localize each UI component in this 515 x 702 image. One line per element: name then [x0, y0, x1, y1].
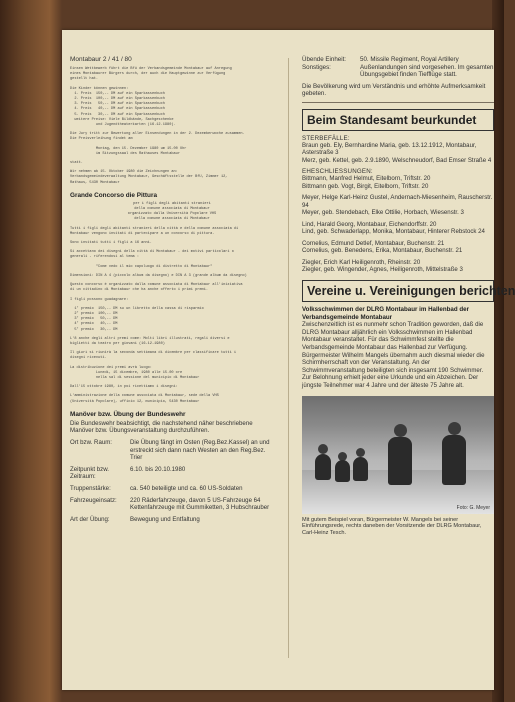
- manoever-extra-row-label: Übende Einheit:: [302, 56, 347, 63]
- manoever-row-value: ca. 540 beteiligte und ca. 60 US-Soldaten: [130, 484, 243, 492]
- plea-text: Die Bevölkerung wird um Verständnis und erhöhte Aufmerksamkeit gebeten.: [302, 82, 486, 98]
- mayor-head: [394, 424, 407, 437]
- notice-line: 2. Preis 100,-- DM auf ein Sparkassenbuch: [70, 97, 165, 102]
- sterbefall-entry: Braun geb. Ely, Bernhardine Maria, geb. 13.12.1912, Montabaur, Asterstraße 3: [302, 141, 477, 157]
- italian-contest-subtitle: [70, 202, 274, 223]
- manoever-details: [70, 439, 274, 523]
- eheschliessung-entry: Bittmann geb. Vogt, Birgit, Eitelborn, Triftstr. 20: [302, 182, 429, 190]
- notice-line: Montag, den 15. Dezember 1980 um 15.00 Uhr: [70, 146, 187, 151]
- manoever-row: [70, 497, 274, 512]
- notice-line: Wir nehmen ab 15. Oktober 1980 die Zeichnungen an:: [70, 170, 178, 175]
- eheschliessung-entry: Ziegler, Erich Karl Heiligenroth, Rheinstr. 20: [302, 258, 421, 266]
- italian-line: Dimensioni: DIN A 4 (piccolo album da disegno) e DIN A 3 (grande album da disegno): [70, 273, 247, 278]
- swimming-pool-photo: [302, 396, 494, 514]
- notice-line: gestellt hat.: [70, 77, 99, 82]
- eheschliessung-entry: Cornelius, geb. Benedens, Erika, Montabaur, Buchenstr. 21: [302, 247, 463, 255]
- manoever-row-value: 6.10. bis 20.10.1980: [130, 465, 186, 473]
- child-figure: [315, 454, 331, 480]
- italian-line: Il giurì si riunirà la seconda settimana di dicembre per classificare tutti i: [70, 351, 237, 356]
- italian-line: disegni ricevuti.: [70, 356, 107, 361]
- sterbefall-entry: Merz, geb. Kettel, geb. 2.9.1890, Welschneudorf, Bad Emser Straße 4: [302, 156, 492, 164]
- eheschliessung-entry: Lind, Harald Georg, Montabaur, Eichendorffstr. 20: [302, 220, 437, 228]
- standesamt-heading: Beim Standesamt beurkundet: [302, 109, 494, 131]
- notice-line: Einsen Wettbewerb führt die Bfü der Verbandsgemeinde Montabaur auf Anregung: [70, 67, 232, 71]
- manoever-row-value: Die Übung fängt im Osten (Reg.Bez.Kassel) an und erstreckt sich dann nach Westen an den Reg.Bez. Trier: [130, 438, 270, 462]
- italian-line: 4° premio 40,-- DM: [70, 322, 118, 327]
- italian-line: Tutti i figli degli abitanti stranieri della città e della comune associata di: [70, 226, 239, 231]
- italian-line: di un cittadino di Montabaur che ha anche offerto i primi premi.: [70, 288, 209, 293]
- italian-line: biglietti da teatro per giovani (16-12-1980): [70, 341, 165, 346]
- italian-contest-body: [70, 227, 274, 405]
- eheschliessung-entry: Cornelius, Edmund Detlef, Montabaur, Buchenstr. 21: [302, 239, 445, 247]
- manoever-row: [70, 485, 274, 493]
- notice-line: eines Montabaurer Bürgers durch, der auch die Hauptgewinne zur Verfügung: [70, 72, 226, 77]
- italian-line: Questo concorso è organizzato dalla comune associata di Montabaur all'iniziativa: [70, 283, 243, 288]
- mayor-figure: [388, 437, 412, 485]
- manoever-row-label: Zeitpunkt bzw. Zeitraum:: [70, 465, 109, 481]
- italian-line: 1° premio 150,-- DM su un libretto della cassa di risparmio: [70, 306, 204, 311]
- manoever-intro: Die Bundeswehr beabsichtigt, die nachstehend näher beschriebene Manöver bzw. Übungsveranstaltung durchzuführen.: [70, 419, 253, 435]
- italian-line: 5° premio 30,-- DM: [70, 327, 118, 332]
- italian-subtitle-line: della comune associata di Montabaur: [134, 217, 210, 222]
- italian-line: 3° premio 50,-- DM: [70, 317, 118, 322]
- left-column: [70, 56, 274, 523]
- manoever-extra-details: [302, 56, 494, 79]
- sterbefaelle-list: [302, 142, 494, 165]
- italian-line: Sono invitati tutti i figli a 16 anni.: [70, 241, 152, 246]
- notice-line: Die Kinder können gewinnen:: [70, 86, 129, 91]
- photo-credit: Foto: G. Meyer: [456, 504, 490, 511]
- notice-line: 1. Preis 150,-- DM auf ein Sparkassenbuch: [70, 91, 165, 96]
- book-binding: [0, 0, 62, 702]
- child-figure: [335, 460, 350, 482]
- italian-line: L'8 anche degli altri premi come: Molti libri illustrati, regali diversi e: [70, 336, 230, 341]
- notice-line: statt.: [70, 161, 83, 166]
- italian-line: (Università Popolare), ufficio 12, municipio, 5430 Montabaur: [70, 399, 200, 404]
- italian-line: La distribuzione dei premi avrà luogo:: [70, 365, 152, 370]
- italian-line: Dall'15 ottobre 1980, in poi ricettiamo i disegni:: [70, 385, 178, 390]
- notice-line: 4. Preis 40,-- DM auf ein Sparkassenbuch: [70, 107, 165, 112]
- italian-line: 2° premio 100,-- DM: [70, 311, 118, 316]
- eheschliessung-entry: Bittmann, Manfred Helmut, Eitelborn, Triftstr. 20: [302, 175, 431, 183]
- photo-caption: Mit gutem Beispiel voran, Bürgermeister W. Mangels bei seiner Einführungsrede, rechts daneben der Vorsitzende der DLRG Montabaur, Carl-Heinz Tesch.: [302, 516, 482, 537]
- italian-line: "Come vedo il mio capoluogo di distretto di Montabaur": [70, 264, 213, 269]
- vereine-heading: Vereine u. Vereinigungen berichten: [302, 280, 494, 302]
- child-head: [318, 444, 328, 454]
- eheschliessungen-list: [302, 175, 494, 274]
- notice-line: 3. Preis 50,-- DM auf ein Sparkassenbuch: [70, 102, 165, 107]
- notice-line: Die Jury tritt zur Bewertung aller Einsendungen in der 2. Dezemberwoche zusammen.: [70, 132, 245, 137]
- eheschliessung-entry: Meyer, geb. Stendebach, Elke Ottilie, Horbach, Wiesenstr. 3: [302, 209, 464, 217]
- italian-line: generali - riferendosi al tema :: [70, 255, 140, 260]
- notice-line: weitere Preise: Viele Bildbände, Sachgeschenke: [70, 117, 174, 122]
- eheschliessungen-heading: EHESCHLIESSUNGEN:: [302, 168, 373, 176]
- italian-line: I figli possono guadagnare:: [70, 297, 129, 302]
- manoever-extra-row-value: Außenlandungen sind vorgesehen. Im gesamten Übungsgebiet finden Tiefflüge statt.: [360, 63, 494, 79]
- article-headline: Volksschwimmen der DLRG Montabaur im Hallenbad der Verbandsgemeinde Montabaur: [302, 305, 469, 321]
- manoever-row-label: Fahrzeugeinsatz:: [70, 496, 117, 504]
- italian-line: nella sal di sessione del municipio di Montabaur: [70, 375, 200, 380]
- notice-line: Verbandsgemeindeverwaltung Montabaur, Geschäftsstelle der BfU, Zimmer 12,: [70, 175, 228, 180]
- child-head: [356, 448, 365, 457]
- notice-line: Die Preisverleihung findet am: [70, 137, 133, 142]
- manoever-title: Manöver bzw. Übung der Bundeswehr: [70, 410, 186, 418]
- manoever-extra-row: [302, 56, 494, 64]
- manoever-row-value: Bewegung und Entfaltung: [130, 515, 200, 523]
- manoever-row: [70, 466, 274, 481]
- section-rule: [302, 102, 494, 103]
- italian-contest-title: Grande Concorso die Pittura: [70, 191, 157, 199]
- italian-line: Lunedì, 15 dicembre, 1980 alle 15.00 ore: [70, 370, 183, 375]
- italian-line: L'amministrazione della comune associata di Montabaur, sede della VHS: [70, 394, 219, 399]
- notice-line: Rathaus, 5430 Montabaur: [70, 180, 120, 185]
- column-divider: [288, 58, 289, 658]
- manoever-row-label: Truppenstärke:: [70, 484, 111, 492]
- eheschliessung-entry: Ziegler, geb. Wingender, Agnes, Heiligenroth, Mittelstraße 3: [302, 266, 463, 274]
- manoever-row: [70, 439, 274, 462]
- eheschliessung-entry: Meyer, Helge Karl-Heinz Gustel, Andernach-Miesenheim, Rauscherstr. 94: [302, 194, 493, 209]
- notice-line: und Jugendtheaterkarten (16.12.1980).: [70, 123, 176, 128]
- right-column: [302, 56, 515, 537]
- newspaper-page: [62, 30, 515, 690]
- manoever-extra-row: [302, 64, 494, 79]
- italian-subtitle-line: organizzato dalla Università Popolare VHS: [127, 212, 217, 217]
- manoever-row: [70, 516, 274, 524]
- eheschliessung-entry: Lind, geb. Schwaderlapp, Monika, Montabaur, Hinterer Rebstock 24: [302, 228, 485, 236]
- child-figure: [353, 457, 368, 481]
- manoever-row-value: 220 Räderfahrzeuge, davon 5 US-Fahrzeuge 64 Kettenfahrzeuge mit Gummiketten, 3 Hubschrauber: [130, 496, 270, 512]
- manoever-row-label: Ort bzw. Raum:: [70, 438, 112, 446]
- dlrg-chairman-figure: [442, 435, 466, 485]
- italian-line: Si accettano dei disegni della città di Montabaur - dei motivi particolari o: [70, 250, 234, 255]
- page-number: Montabaur 2 / 41 / 80: [70, 56, 132, 63]
- italian-subtitle-line: della comune associata di Montabaur: [134, 207, 210, 212]
- manoever-extra-row-value: 50. Missile Regiment, Royal Artillery: [360, 56, 459, 63]
- sterbefaelle-heading: STERBEFÄLLE:: [302, 134, 350, 142]
- italian-subtitle-line: per i figli degli abitanti stranieri: [133, 201, 211, 206]
- article-body: Zwischenzeitlich ist es nunmehr schon Tradition geworden, daß die DLRG Montabaur alljährlich ein Volksschwimmen im Hallenbad Montabaur veranstaltet. Für das Schwimmfest stellte die Verbandsgemeinde Montabaur das Hallenbad zur Verfügung. Bürgermeister Wilhelm Mangels übernahm auch diesmal wieder die Schirmherrschaft von der Veranstaltung. An der Schwimmveranstaltung beteiligten sich insgesamt 190 Schwimmer. Zur Belohnung erhielt jeder eine Urkunde und ein Abzeichen. Der jüngste Teilnehmer war 4 Jahre und der älteste 75 Jahre alt.: [302, 321, 485, 389]
- notice-line: im Sitzungssaal des Rathauses Montabaur: [70, 151, 180, 156]
- italian-line: Montabaur vengono invitati di partecipare a un concorso di pittura.: [70, 231, 215, 236]
- notice-line: 5. Preis 30,-- DM auf ein Sparkassenbuch: [70, 112, 165, 117]
- dlrg-chairman-head: [448, 422, 461, 435]
- manoever-row-label: Art der Übung:: [70, 515, 110, 523]
- painting-contest-notice-german: [70, 67, 274, 186]
- manoever-extra-row-label: Sonstiges:: [302, 63, 331, 71]
